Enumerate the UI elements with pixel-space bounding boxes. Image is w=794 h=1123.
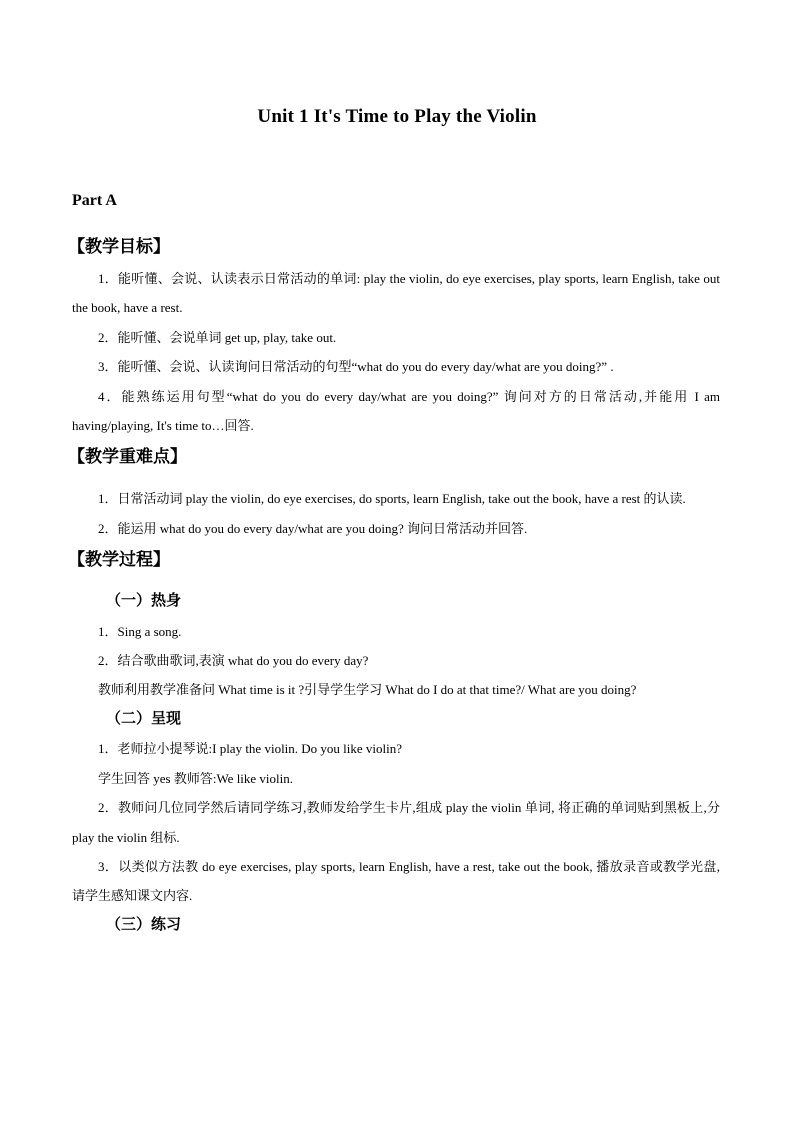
goal-item: 3．能听懂、会说、认读询问日常活动的句型“what do you do every day/what are you doing?” .	[98, 359, 614, 375]
section-heading-key-points: 【教学重难点】	[68, 447, 187, 467]
process-item: 3．以类似方法教 do eye exercises, play sports, learn English, have a rest, take out the book, 播放录音或教学光盘,请学生感知课文内容.	[72, 858, 720, 904]
document-body	[68, 230, 720, 940]
document-title: Unit 1 It's Time to Play the Violin	[257, 106, 537, 127]
section-heading-process: 【教学过程】	[68, 550, 170, 570]
process-item: 1．Sing a song.	[98, 623, 182, 639]
process-item: 2．教师问几位同学然后请同学练习,教师发给学生卡片,组成 play the violin 单词, 将正确的单词贴到黑板上,分 play the violin 组标.	[72, 800, 720, 845]
part-heading: Part A	[72, 192, 117, 209]
process-item: 1．老师拉小提琴说:I play the violin. Do you like violin?	[98, 741, 403, 757]
goal-item: 1．能听懂、会说、认读表示日常活动的单词: play the violin, do eye exercises, play sports, learn English, take out the book, have a rest.	[72, 271, 720, 316]
process-item: 学生回答 yes 教师答:We like violin.	[98, 770, 294, 786]
section-heading-goals: 【教学目标】	[68, 237, 170, 256]
goal-item: 2．能听懂、会说单词 get up, play, take out.	[98, 329, 337, 345]
process-item: 2．结合歌曲歌词,表演 what do you do every day?	[98, 653, 369, 669]
subsection-presentation: （二）呈现	[106, 710, 182, 727]
key-point-item: 2．能运用 what do you do every day/what are you doing? 询问日常活动并回答.	[98, 520, 528, 536]
subsection-warmup: （一）热身	[106, 593, 182, 610]
goal-item: 4．能熟练运用句型“what do you do every day/what are you doing?” 询问对方的日常活动,并能用 I am having/playing, It's time to…回答.	[72, 388, 720, 434]
process-item: 教师利用教学准备问 What time is it ?引导学生学习 What do I do at that time?/ What are you doing?	[98, 682, 637, 698]
key-point-item: 1．日常活动词 play the violin, do eye exercises, do sports, learn English, take out the book, have a rest 的认读.	[98, 491, 686, 507]
subsection-practice: （三）练习	[106, 916, 182, 933]
